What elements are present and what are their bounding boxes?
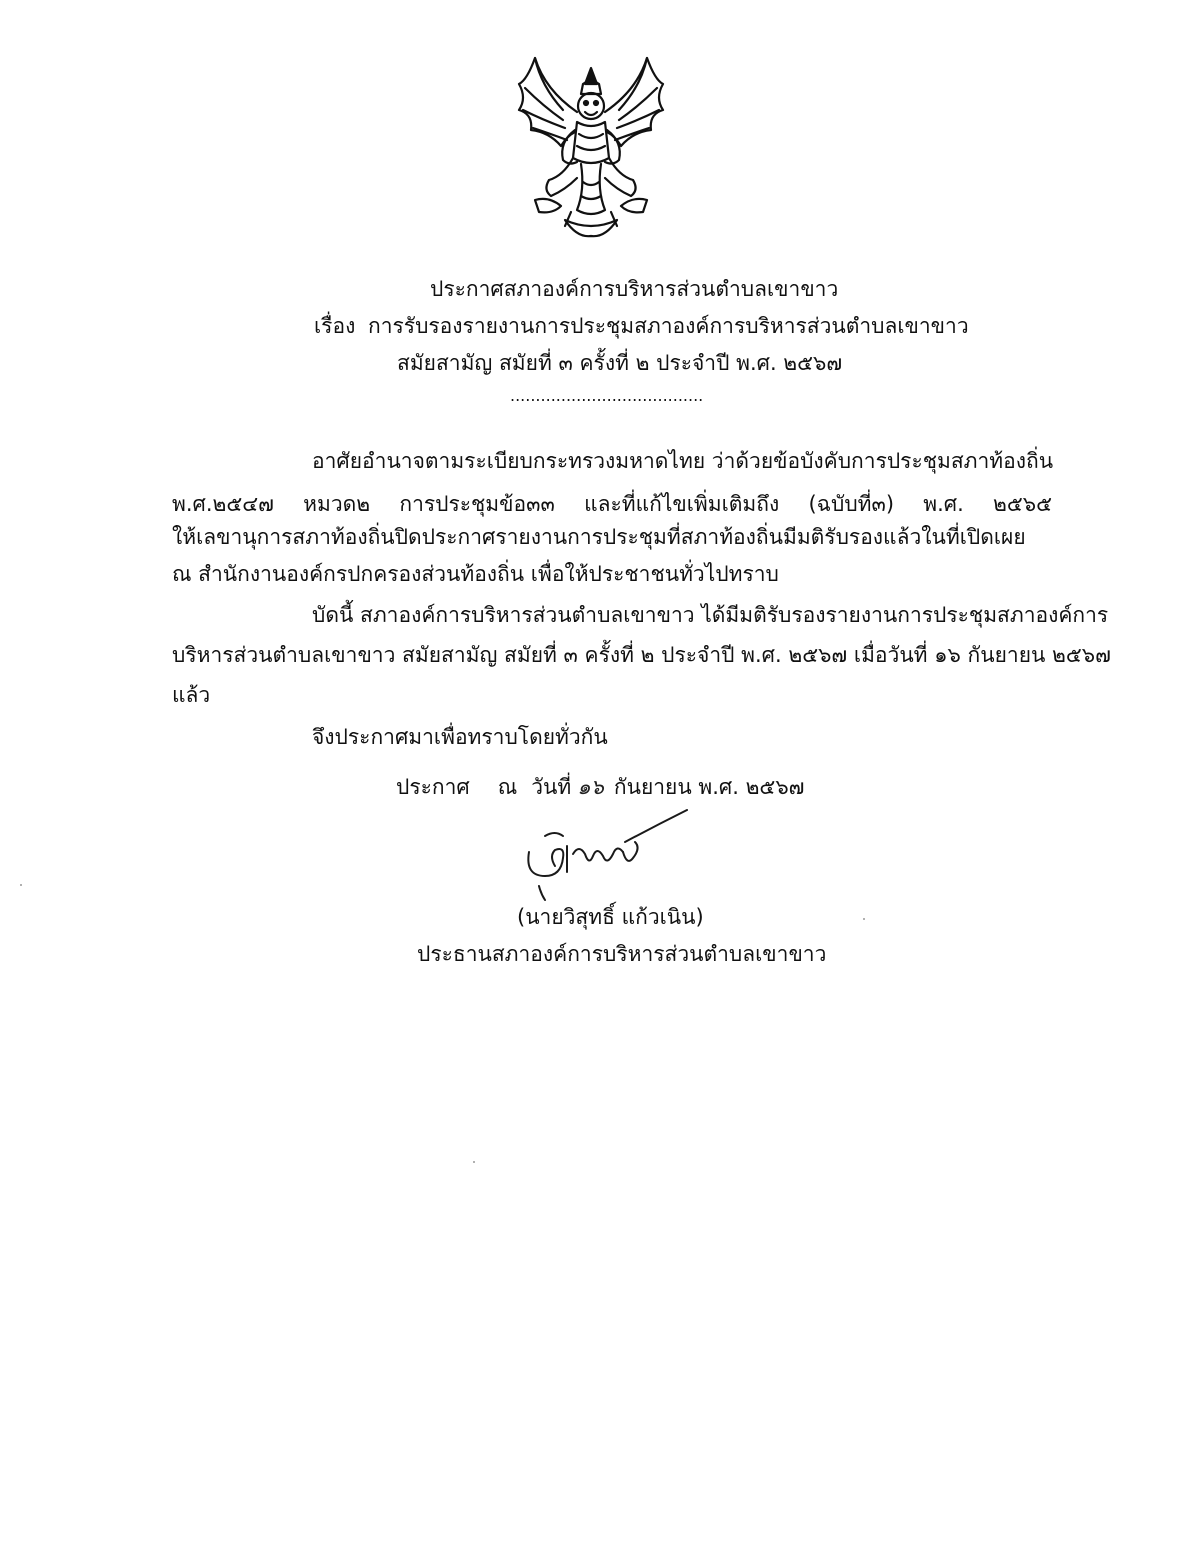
subject-line — [314, 311, 969, 341]
month-year: กันยายน พ.ศ. ๒๕๖๗ — [613, 775, 805, 799]
garuda-emblem-icon — [505, 50, 677, 240]
scan-speck — [20, 884, 22, 886]
paragraph1-line4: ณ สำนักงานองค์กรปกครองส่วนท้องถิ่น เพื่อให้ประชาชนทั่วไปทราบ — [172, 562, 779, 586]
handwritten-day: ๑๖ — [577, 775, 604, 799]
announcement-date-line — [396, 772, 804, 802]
paragraph1-line2: พ.ศ.๒๕๔๗ หมวด๒ การประชุมข้อ๓๓ และที่แก้ไขเพิ่มเติมถึง (ฉบับที่๓) พ.ศ. ๒๕๖๕ — [172, 492, 1052, 516]
paragraph2-line2: บริหารส่วนตำบลเขาขาว สมัยสามัญ สมัยที่ ๓ ครั้งที่ ๒ ประจำปี พ.ศ. ๒๕๖๗ เมื่อวันที่ ๑๖ กันยายน ๒๕๖๗ — [172, 643, 1111, 667]
session-line: สมัยสามัญ สมัยที่ ๓ ครั้งที่ ๒ ประจำปี พ.ศ. ๒๕๖๗ — [397, 351, 843, 375]
handwritten-signature-icon — [515, 806, 695, 906]
header-separator: ...................................... — [510, 386, 704, 405]
closing-line: จึงประกาศมาเพื่อทราบโดยทั่วกัน — [312, 725, 608, 749]
announce-label: ประกาศ — [396, 775, 470, 799]
scan-speck — [473, 1161, 475, 1163]
announcement-title: ประกาศสภาองค์การบริหารส่วนตำบลเขาขาว — [430, 277, 839, 301]
at-label: ณ — [497, 775, 518, 799]
subject-label: เรื่อง — [314, 314, 356, 338]
paragraph2-line3: แล้ว — [172, 683, 211, 707]
scan-speck — [863, 918, 865, 920]
subject-text: การรับรองรายงานการประชุมสภาองค์การบริหารส่วนตำบลเขาขาว — [368, 314, 969, 338]
paragraph1-line3: ให้เลขานุการสภาท้องถิ่นปิดประกาศรายงานการประชุมที่สภาท้องถิ่นมีมติรับรองแล้วในที่เปิดเผย — [172, 525, 1026, 549]
signer-title: ประธานสภาองค์การบริหารส่วนตำบลเขาขาว — [417, 942, 827, 966]
signer-name: (นายวิสุทธิ์ แก้วเนิน) — [517, 905, 704, 929]
day-label: วันที่ — [531, 775, 572, 799]
paragraph1-line1: อาศัยอำนาจตามระเบียบกระทรวงมหาดไทย ว่าด้วยข้อบังคับการประชุมสภาท้องถิ่น — [312, 449, 1054, 473]
paragraph2-line1: บัดนี้ สภาองค์การบริหารส่วนตำบลเขาขาว ได้มีมติรับรองรายงานการประชุมสภาองค์การ — [312, 603, 1109, 627]
